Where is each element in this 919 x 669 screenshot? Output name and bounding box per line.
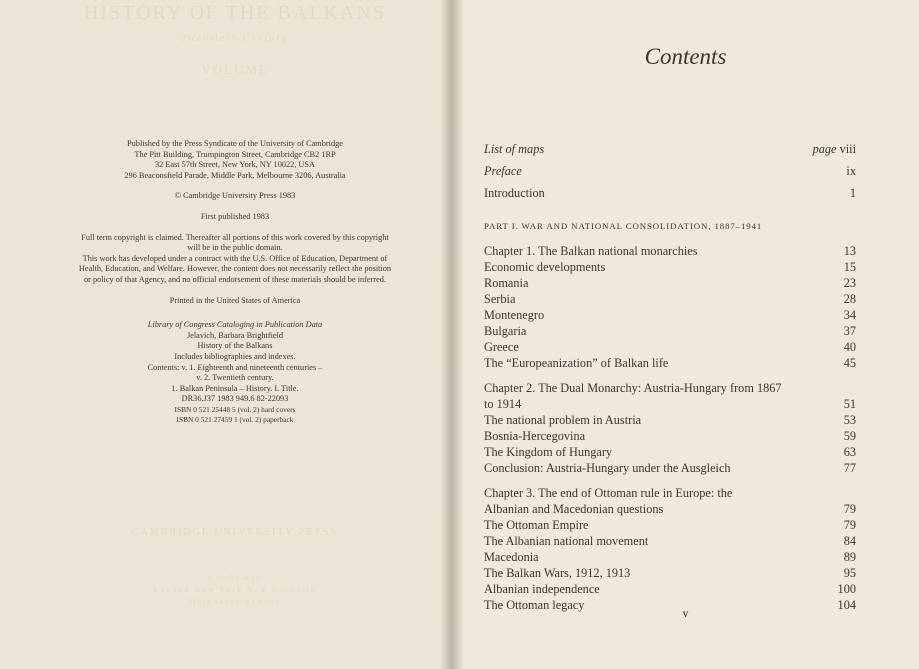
toc-page-number: 79 (843, 502, 856, 516)
toc-page-number: 51 (843, 397, 856, 411)
rights-line: Health, Education, and Welfare. However, the content does not necessarily reflect the position (78, 264, 392, 274)
rights-line: or policy of that Agency, and no official endorsement of these materials should be inferred. (83, 274, 387, 284)
chapter-title-cont: Albanian and Macedonian questions (484, 502, 664, 516)
isbn-line: ISBN 0 521 27459 1 (vol. 2) paperback (176, 415, 294, 425)
toc-entry-label: Introduction (484, 186, 545, 200)
first-published-line: First published 1983 (200, 211, 270, 221)
page-folio: v (682, 606, 689, 620)
section-title: The Albanian national movement (484, 534, 649, 548)
toc-page-number: 59 (843, 429, 856, 443)
cip-line: 1. Balkan Peninsula – History. I. Title. (171, 383, 299, 393)
toc-page-number: 28 (843, 292, 856, 306)
toc-page-number: 77 (843, 461, 856, 475)
toc-page-number: 63 (843, 445, 856, 459)
toc-page-number: 84 (843, 534, 856, 548)
toc-page-number: 15 (843, 260, 856, 274)
toc-section (484, 275, 856, 291)
cip-line: v. 2. Twentieth century. (196, 373, 274, 383)
printed-line: Printed in the United States of America (169, 295, 301, 305)
section-title: Albanian independence (484, 582, 600, 596)
toc-entry-list-of-maps (484, 138, 856, 160)
chapter-title-continuation (484, 396, 856, 412)
toc-section (484, 291, 856, 307)
toc-section (484, 460, 856, 476)
isbn-line: ISBN 0 521 25448 5 (vol. 2) hard covers (174, 404, 296, 414)
toc-page-number: ix (846, 164, 856, 178)
cip-block (50, 320, 420, 426)
cip-line: DR36.J37 1983 949.6 82-22093 (181, 394, 289, 404)
section-title: Macedonia (484, 550, 539, 564)
section-title: The Ottoman legacy (484, 598, 585, 612)
toc-page-number: 89 (843, 550, 856, 564)
section-title: Serbia (484, 292, 516, 306)
chapter-title: Chapter 1. The Balkan national monarchies (484, 244, 698, 258)
section-title: The “Europeanization” of Balkan life (484, 356, 669, 370)
cip-heading: Library of Congress Cataloging in Publication Data (147, 320, 323, 330)
toc-page-number: 34 (843, 308, 856, 322)
section-title: Economic developments (484, 260, 606, 274)
section-title: The Balkan Wars, 1912, 1913 (484, 566, 631, 580)
section-title: Bulgaria (484, 324, 527, 338)
toc-page-number: 13 (843, 244, 856, 258)
rights-line: Full term copyright is claimed. Thereafter all portions of this work covered by this copyright (81, 232, 389, 242)
toc-section (484, 355, 856, 371)
contents-title: Contents (644, 44, 727, 69)
page-value: viii (839, 142, 856, 156)
rights-line: This work has developed under a contract with the U.S. Office of Education, Department of (82, 253, 388, 263)
show-through-volume: VOLUME (201, 62, 269, 77)
book-gutter (440, 0, 464, 669)
show-through-subtitle: Twentieth Century (181, 33, 289, 44)
chapter-title-cont: to 1914 (484, 397, 522, 411)
section-title: The Ottoman Empire (484, 518, 589, 532)
toc-entry-introduction (484, 182, 856, 204)
show-through-press: CAMBRIDGE UNIVERSITY PRESS (131, 527, 339, 538)
contents-page (452, 0, 919, 669)
toc-page-number (813, 138, 856, 160)
publisher-line: 296 Beaconsfield Parade, Middle Park, Melbourne 3206, Australia (124, 170, 346, 180)
toc-page-number: 104 (837, 598, 856, 612)
table-of-contents (484, 138, 856, 613)
rights-block (50, 233, 420, 286)
toc-section (484, 549, 856, 565)
publisher-line: Published by the Press Syndicate of the University of Cambridge (127, 139, 343, 148)
toc-section (484, 428, 856, 444)
toc-entry-label: List of maps (484, 142, 545, 156)
section-title: The national problem in Austria (484, 413, 642, 427)
toc-chapter-2 (484, 380, 856, 396)
section-title: Greece (484, 340, 519, 354)
section-title: Romania (484, 276, 529, 290)
part-heading: PART I. WAR AND NATIONAL CONSOLIDATION, 1887–1941 (484, 221, 763, 231)
chapter-title: Chapter 2. The Dual Monarchy: Austria-Hungary from 1867 (484, 381, 782, 395)
toc-section (484, 307, 856, 323)
show-through-cities-2: London New York New Rochelle (153, 585, 317, 594)
section-title: Montenegro (484, 308, 545, 322)
imprint-page (0, 0, 452, 669)
publisher-line: 32 East 57th Street, New York, NY 10022, USA (154, 160, 316, 170)
toc-page-number: 95 (843, 566, 856, 580)
show-through-title: HISTORY OF THE BALKANS (84, 2, 386, 24)
section-title: Conclusion: Austria-Hungary under the Ausgleich (484, 461, 731, 475)
toc-section (484, 259, 856, 275)
publisher-line: The Pitt Building, Trumpington Street, Cambridge CB2 1RP (134, 149, 336, 159)
show-through-cities-3: Melbourne Sydney (188, 597, 282, 606)
publisher-block (50, 139, 420, 181)
toc-section (484, 565, 856, 581)
section-title: The Kingdom of Hungary (484, 445, 613, 459)
cip-line: Jelavich, Barbara Brightfield (186, 330, 284, 340)
toc-page-number: 79 (843, 518, 856, 532)
section-title: Bosnia-Hercegovina (484, 429, 586, 443)
toc-section (484, 444, 856, 460)
toc-section (484, 533, 856, 549)
rights-line: will be in the public domain. (187, 243, 283, 253)
cip-line: Contents: v. 1. Eighteenth and nineteenth centuries – (147, 362, 323, 372)
cip-line: Includes bibliographies and indexes. (174, 351, 296, 361)
chapter-title: Chapter 3. The end of Ottoman rule in Europe: the (484, 486, 733, 500)
imprint-text (50, 139, 420, 436)
toc-section (484, 412, 856, 428)
chapter-title-continuation (484, 501, 856, 517)
toc-page-number: 40 (843, 340, 856, 354)
toc-page-number: 100 (837, 582, 856, 596)
toc-page-number: 45 (843, 356, 856, 370)
toc-page-number: 23 (843, 276, 856, 290)
toc-section (484, 581, 856, 597)
toc-section (484, 323, 856, 339)
copyright-line: © Cambridge University Press 1983 (174, 191, 296, 201)
page-word: page (812, 142, 837, 156)
toc-chapter-3 (484, 485, 856, 501)
toc-entry-label: Preface (484, 164, 522, 178)
toc-page-number: 1 (849, 186, 856, 200)
toc-page-number: 53 (843, 413, 856, 427)
toc-entry-preface (484, 160, 856, 182)
toc-page-number: 37 (843, 324, 856, 338)
cip-line: History of the Balkans (197, 341, 273, 351)
toc-chapter-1 (484, 243, 856, 259)
show-through-cities-1: Cambridge (208, 573, 262, 582)
toc-section (484, 339, 856, 355)
toc-section (484, 517, 856, 533)
